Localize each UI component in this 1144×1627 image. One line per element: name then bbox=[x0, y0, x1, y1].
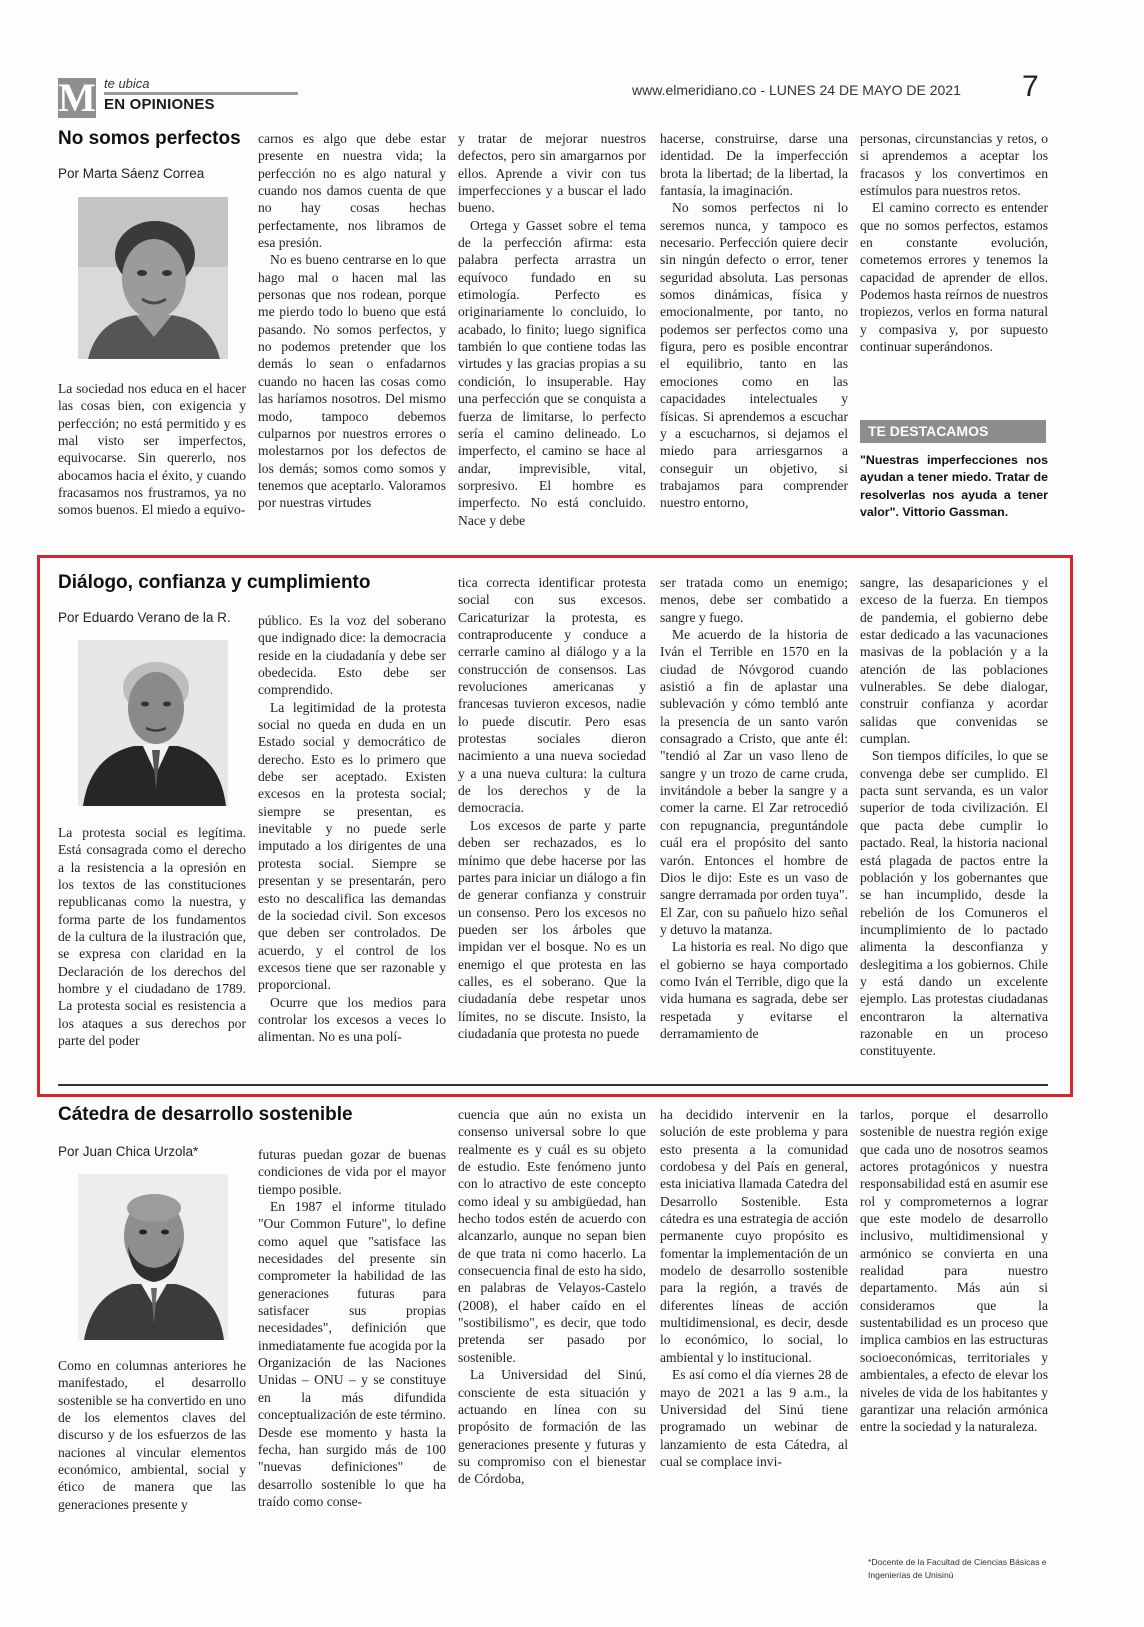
paragraph: Ocurre que los medios para controlar los excesos a veces lo alimentan. No es una polí- bbox=[258, 994, 446, 1045]
paragraph: La historia es real. No digo que el gobierno se haya comportado como Iván el Terrible, digo que la vida humana es sagrada, debe ser respetada y evitarse el derramamiento de bbox=[660, 939, 848, 1041]
section-divider bbox=[58, 1084, 1048, 1086]
paragraph: y tratar de mejorar nuestros defectos, pero sin amargarnos por ellos. Aprende a vivir con tus imperfecciones y a buscar el lado bueno. bbox=[458, 131, 646, 216]
paragraph: La legitimidad de la protesta social no queda en duda en un Estado social y democrático de derecho. Esto es lo primero que debe ser aceptado. Existen excesos en la protesta social; siempre se presentan, es inevitable y no puede serle imputado a los dirigentes de una protesta social. Siempre se presentan y se presentarán, pero esto no descalifica las demandas de la sociedad civil. Son excesos que deben ser controlados. De acuerdo, y el control de los excesos tiene que ser razonable y proporcional. bbox=[258, 699, 446, 993]
paragraph: Los excesos de parte y parte deben ser rechazados, es lo mínimo que debe hacerse por las partes para iniciar un diálogo a fin de generar confianza y construir un consenso. Pero los excesos no pueden ser los árboles que impidan ver el bosque. No es un enemigo el que protesta en las calles, es el soberano. Que la ciudadanía debe respetar unos límites, no se discute. Insisto, la ciudadanía que protesta no puede bbox=[458, 817, 646, 1041]
article-column bbox=[660, 1106, 848, 1534]
article-title: Diálogo, confianza y cumplimiento bbox=[58, 572, 371, 593]
paragraph: hacerse, construirse, darse una identidad. De la imperfección brota la libertad; de la libertad, la fantasía, la imaginación. bbox=[660, 131, 848, 199]
article-column bbox=[258, 1146, 446, 1534]
article-byline: Por Eduardo Verano de la R. bbox=[58, 610, 231, 625]
dateline: www.elmeridiano.co - LUNES 24 DE MAYO DE 2021 bbox=[632, 82, 961, 98]
article-column bbox=[660, 574, 848, 1076]
article-column bbox=[58, 380, 246, 544]
author-footnote: *Docente de la Facultad de Ciencias Básicas e Ingenierías de Unisinú bbox=[868, 1557, 1047, 1580]
highlight-label: TE DESTACAMOS bbox=[860, 420, 1046, 443]
paragraph: ser tratada como un enemigo; menos, debe ser combatido a sangre y fuego. bbox=[660, 575, 848, 625]
article-title: Cátedra de desarrollo sostenible bbox=[58, 1104, 353, 1125]
paragraph: carnos es algo que debe estar presente en nuestra vida; la perfección no es algo natural y cuando nos damos cuenta de que no hay cosas hechas perfectamente, nos libramos de esa presión. bbox=[258, 131, 446, 251]
paragraph: No somos perfectos ni lo seremos nunca, y tampoco es necesario. Perfección quiere decir sin ningún defecto o error, tener seguridad absoluta. Las personas somos dinámicas, física y emocionalmente, por tanto, no podemos ser perfectos como una figura, pero es posible encontrar el equilibrio, tanto en las emociones como en las capacidades intelectuales y físicas. Si aprendemos a escuchar y a escucharnos, si dejamos el miedo para arriesgarnos a conseguir un objetivo, si trabajamos para comprender nuestro entorno, bbox=[660, 200, 848, 511]
author-photo bbox=[78, 640, 228, 806]
paragraph: ha decidido intervenir en la solución de este problema y para esto presenta a la comunidad cordobesa y del País en general, esta iniciativa llamada Catedra del Desarrollo Sostenible. Esta cátedra es una estrategia de acción permanente cuyo propósito es fomentar la implementación de un modelo de desarrollo sostenible para la región, a través de diferentes líneas de acción multidimensional, es decir, desde lo económico, lo social, lo ambiental y lo institucional. bbox=[660, 1107, 848, 1365]
paragraph: sangre, las desapariciones y el exceso de la fuerza. En tiempos de pandemia, el gobierno debe estar dedicado a las vacunaciones masivas de la población y a la atención de las poblaciones vulnerables. Se debe dialogar, construir confianza y acordar salidas que convenidas se cumplan. bbox=[860, 575, 1048, 747]
newspaper-logo: M bbox=[58, 75, 96, 120]
paragraph: personas, circunstancias y retos, o si aprendemos a aceptar los fracasos y los convertimos en estímulos para nuestros retos. bbox=[860, 131, 1048, 199]
article-byline: Por Marta Sáenz Correa bbox=[58, 166, 205, 181]
paragraph: futuras puedan gozar de buenas condiciones de vida por el mayor tiempo posible. bbox=[258, 1147, 446, 1197]
article-column bbox=[860, 1106, 1048, 1546]
paragraph: Ortega y Gasset sobre el tema de la perfección afirma: esta palabra perfecta arrastra un equívoco fundado en su etimología. Perfecto es originariamente lo concluido, lo acabado, lo finito; luego significa también lo que contiene todas las virtudes y las gracias propias a su condición, lo insuperable. Hay una perfección que se conquista a fuerza de limitarse, lo perfecto sería el camino delineado. Lo imperfecto, el camino se hace al andar, imprevisible, vital, sorpresivo. El hombre es imperfecto. No está concluido. Nace y debe bbox=[458, 217, 646, 528]
author-photo bbox=[78, 197, 228, 359]
paragraph: La Universidad del Sinú, consciente de esta situación y actuando en línea con su propósito de formación de las generaciones presente y futuras y su compromiso con el bienestar de Córdoba, bbox=[458, 1367, 646, 1487]
paragraph: En 1987 el informe titulado "Our Common Future", lo define como aquel que "satisface las necesidades del presente sin comprometer la habilidad de las generaciones futuras para satisfacer sus propias necesidades", definición que inmediatamente fue acogida por la Organización de las Naciones Unidas – ONU – y se constituye en la más difundida conceptualización de este término. Desde ese momento y hasta la fecha, han surgido más de 100 "nuevas definiciones" de desarrollo sostenible lo que ha traído como conse- bbox=[258, 1199, 446, 1509]
paragraph: Me acuerdo de la historia de Iván el Terrible en 1570 en la ciudad de Nóvgorod cuando asistió a fin de aplastar una sublevación y cómo tembló ante la presencia de un santo varón consagrado a Cristo, que ante él: "tendió al Zar un vaso lleno de sangre y un trozo de carne cruda, invitándole a beber la sangre y a comer la carne. El Zar retrocedió con repugnancia, preguntándole cuál era el propósito del santo varón. Entonces el hombre de Dios le dijo: Este es un vaso de sangre derramada por orden tuya". El Zar, con su pañuelo hizo señal y detuvo la matanza. bbox=[660, 627, 848, 937]
section-tag: te ubica bbox=[104, 76, 150, 91]
paragraph: La sociedad nos educa en el hacer las cosas bien, con exigencia y perfección; no está permitido y es mal visto ser imperfectos, equivocarse. Sin quererlo, nos abocamos hacia el éxito, y cuando fracasamos nos frustramos, ya no somos buenos. El miedo a equivo- bbox=[58, 381, 246, 518]
paragraph: cuencia que aún no exista un consenso universal sobre lo que realmente es y cuál es su objeto de estudio. Este fenómeno junto con lo atractivo de este concepto como ideal y su ambigüedad, han hecho todos estén de acuerdo con alcanzarlo, aunque no sepan bien de que trata ni como hacerlo. La consecuencia final de esto ha sido, en palabras de Velayos-Castelo (2008), el haber caído en el "sostibilismo", es decir, que todo pretenda ser pasado por sostenible. bbox=[458, 1107, 646, 1365]
highlight-quote: "Nuestras imperfecciones nos ayudan a tener miedo. Tratar de resolverlas nos ayuda a tener valor". Vittorio Gassman. bbox=[860, 453, 1048, 519]
article-title: No somos perfectos bbox=[58, 128, 241, 149]
paragraph: Es así como el día viernes 28 de mayo de 2021 a las 9 a.m., la Universidad del Sinú tiene programado un webinar de lanzamiento de esta Cátedra, al cual se complace invi- bbox=[660, 1367, 848, 1469]
article-column bbox=[258, 612, 446, 1076]
paragraph: La protesta social es legítima. Está consagrada como el derecho a la resistencia a la opresión en los textos de las constituciones republicanas como la nuestra, y forma parte de los fundamentos de la cultura de la ilustración que, se expresa con claridad en la Declaración de los derechos del hombre y el ciudadano de 1789. La protesta social es resistencia a los ataques a sus derechos por parte del poder bbox=[58, 825, 246, 1049]
author-photo bbox=[78, 1174, 228, 1340]
article-column bbox=[860, 574, 1048, 1076]
paragraph: El camino correcto es entender que no somos perfectos, estamos en constante evolución, cometemos errores y tenemos la capacidad de aprender de ellos. Podemos hasta reírnos de nuestros tropiezos, verlos en forma natural y compasiva y, por supuesto continuar superándonos. bbox=[860, 200, 1048, 355]
article-column bbox=[258, 130, 446, 544]
paragraph: público. Es la voz del soberano que indignado dice: la democracia reside en la ciudadanía y debe ser obedecida. Esto debe ser comprendido. bbox=[258, 613, 446, 698]
article-column bbox=[458, 574, 646, 1076]
paragraph: Son tiempos difíciles, lo que se convenga debe ser cumplido. El pacta sunt servanda, es un valor superior de toda civilización. El que pacta debe cumplir lo pactado. Real, la historia nacional está plagada de pactos entre la población y los gobernantes que se han incumplido, desde la rebelión de los Comuneros el incumplimiento de lo pactado alimenta la desconfianza y deslegitima a los gobiernos. Chile y está dando un excelente ejemplo. Las protestas ciudadanas encontraron la alternativa razonable en un proceso constituyente. bbox=[860, 748, 1048, 1059]
paragraph: tica correcta identificar protesta social con sus excesos. Caricaturizar la protesta, es contraproducente y conduce a cerrarle camino al diálogo y a la construcción de consensos. Las revoluciones americanas y francesas tuvieron excesos, nadie lo puede discutir. Pero esas protestas sociales dieron nacimiento a una nueva sociedad y a una nueva cultura: la cultura de los derechos y de la democracia. bbox=[458, 575, 646, 816]
article-column bbox=[860, 130, 1048, 414]
paragraph: Como en columnas anteriores he manifestado, el desarrollo sostenible se ha convertido en uno de los elementos claves del discurso y de los esfuerzos de las naciones al vincular elementos económico, ambiental, social y ético de manera que las generaciones presente y bbox=[58, 1358, 246, 1512]
paragraph: tarlos, porque el desarrollo sostenible de nuestra región exige que cada uno de nosotros seamos actores protagónicos y nuestra responsabilidad está en asumir ese rol y comprometernos a lograr que este modelo de desarrollo inclusivo, multidimensional y armónico se convierta en una realidad para nuestro departamento. Más aún si consideramos que la sustentabilidad es un proceso que implica cambios en las estructuras socioeconómicas, territoriales y ambientales, a efecto de elevar los niveles de vida de los habitantes y garantizar una relación armónica entre la sociedad y la naturaleza. bbox=[860, 1107, 1048, 1435]
article-column bbox=[660, 130, 848, 544]
article-column bbox=[58, 824, 246, 1076]
page-number: 7 bbox=[1022, 70, 1039, 103]
article-column bbox=[58, 1357, 246, 1533]
article-column bbox=[458, 130, 646, 544]
paragraph: No es bueno centrarse en lo que hago mal o hacen mal las personas que nos rodean, porque me pierdo todo lo bueno que está pasando. No somos perfectos, y no podemos pretender que los demás lo sean o enfadarnos cuando no hacen las cosas como las haríamos nosotros. Del mismo modo, tampoco debemos culparnos por nuestros errores o molestarnos por los defectos de los demás; somos como somos y tenemos que aceptarlo. Valoramos por nuestras virtudes bbox=[258, 252, 446, 511]
article-byline: Por Juan Chica Urzola* bbox=[58, 1144, 199, 1159]
article-column bbox=[458, 1106, 646, 1534]
header-divider bbox=[104, 92, 298, 95]
section-title: EN OPINIONES bbox=[104, 96, 215, 113]
